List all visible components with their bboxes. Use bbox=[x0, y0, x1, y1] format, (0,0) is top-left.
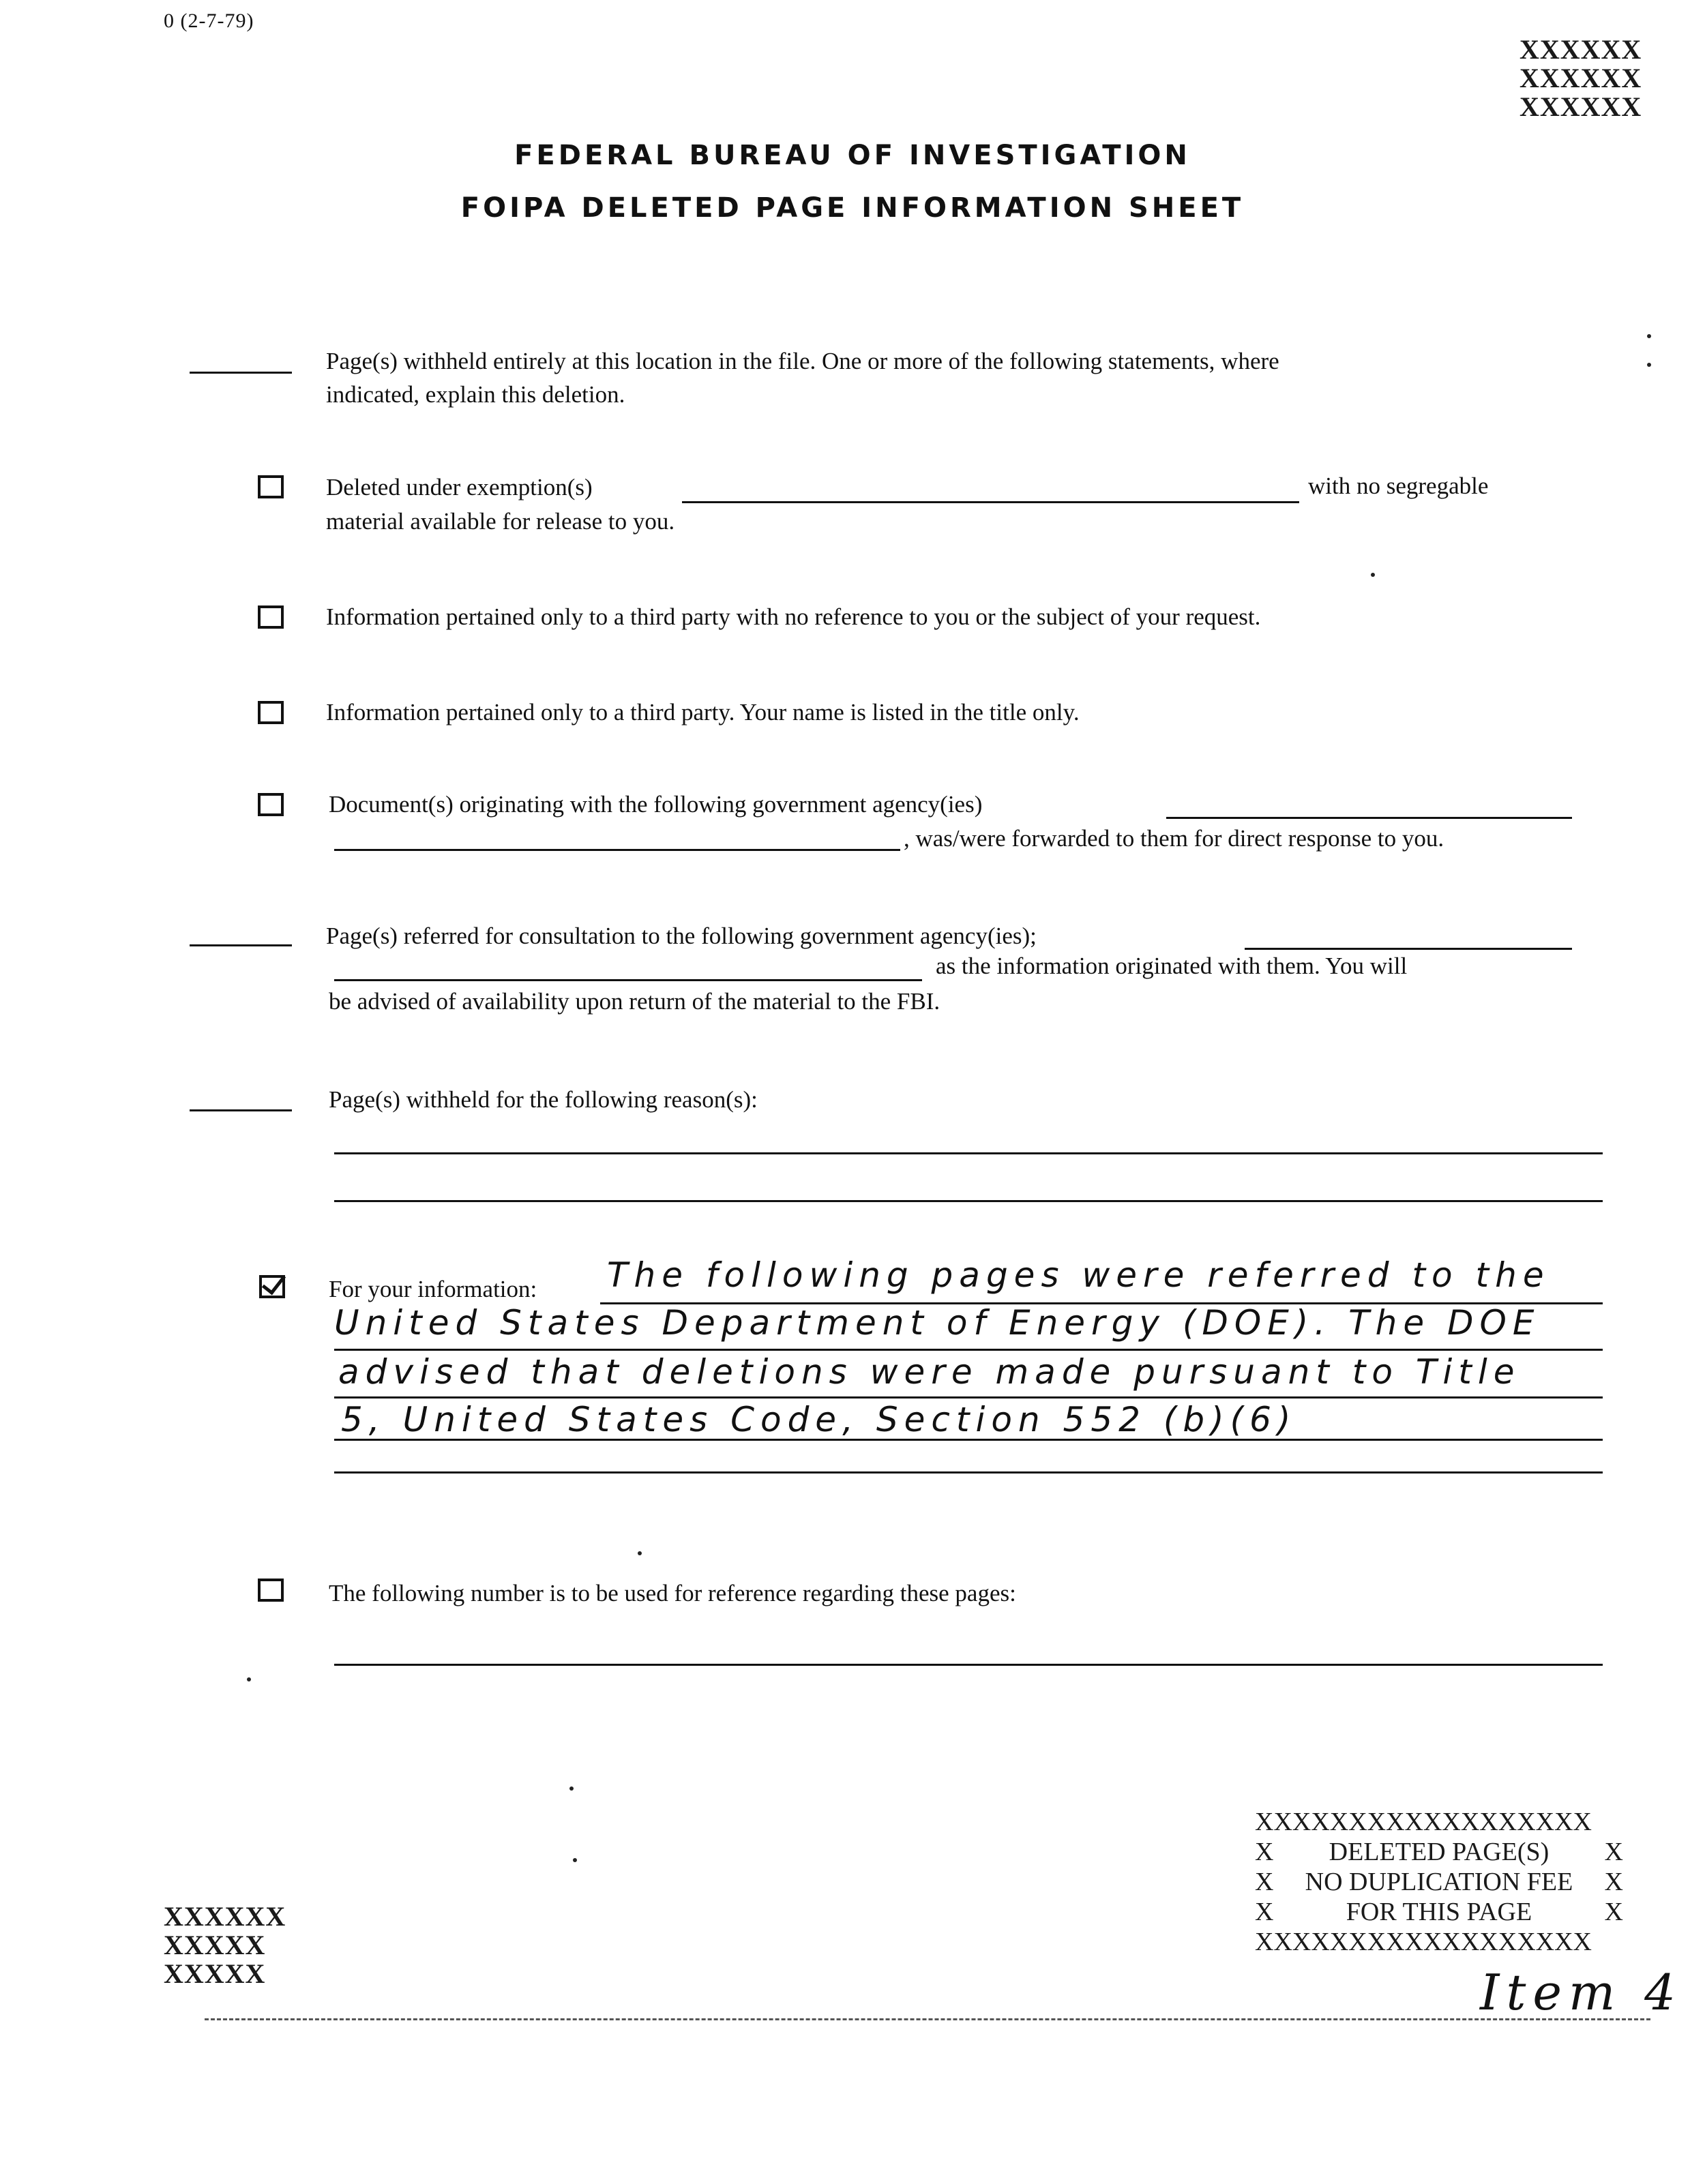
page-title: FEDERAL BUREAU OF INVESTIGATION bbox=[514, 140, 1191, 171]
for-your-information-blank[interactable] bbox=[334, 1471, 1603, 1474]
exemptions-line2: material available for release to you. bbox=[326, 508, 675, 535]
stamp-side-mark: X bbox=[1604, 1868, 1623, 1896]
withheld-entirely-line2: indicated, explain this deletion. bbox=[326, 381, 625, 408]
for-your-information-label: For your information: bbox=[329, 1276, 537, 1302]
referred-line3: be advised of availability upon return of the material to the FBI. bbox=[329, 988, 940, 1015]
item-tag: Item 4 bbox=[1480, 1964, 1682, 2021]
stamp-side-mark: X bbox=[1255, 1868, 1274, 1896]
handwritten-note-line3: advised that deletions were made pursuant to Title bbox=[338, 1352, 1521, 1392]
page-bottom-rule bbox=[205, 2018, 1650, 2020]
scan-speck bbox=[247, 1677, 251, 1681]
withheld-entirely-line1: Page(s) withheld entirely at this location in the file. One or more of the following statements, where bbox=[326, 348, 1279, 374]
scan-speck bbox=[1647, 334, 1651, 338]
withheld-reasons-blank-2[interactable] bbox=[334, 1200, 1603, 1202]
exemptions-label: Deleted under exemption(s) bbox=[326, 474, 593, 500]
form-number: 0 (2-7-79) bbox=[164, 10, 254, 32]
third-party-title-label: Information pertained only to a third party. Your name is listed in the title only. bbox=[326, 699, 1080, 725]
redaction-mark-line: XXXXXX bbox=[1519, 34, 1642, 65]
handwritten-note-line1: The following pages were referred to the bbox=[607, 1255, 1550, 1295]
referred-label: Page(s) referred for consultation to the following government agency(ies); bbox=[326, 923, 1037, 949]
redaction-mark-line: XXXXX bbox=[164, 1958, 266, 1989]
redaction-marks-top-right bbox=[1519, 35, 1642, 121]
stamp-border-top: XXXXXXXXXXXXXXXXXX bbox=[1255, 1808, 1592, 1836]
for-your-information-checkbox[interactable] bbox=[259, 1275, 285, 1298]
reference-number-label: The following number is to be used for reference regarding these pages: bbox=[329, 1580, 1016, 1606]
redaction-mark-line: XXXXX bbox=[164, 1930, 266, 1960]
referred-line2-suffix: as the information originated with them. You will bbox=[936, 953, 1408, 979]
handwritten-note-underline bbox=[334, 1439, 1603, 1441]
exemptions-suffix: with no segregable bbox=[1308, 473, 1489, 499]
stamp-side-mark: X bbox=[1604, 1898, 1623, 1926]
other-agency-blank-1[interactable] bbox=[1166, 817, 1572, 819]
referred-blank-2[interactable] bbox=[334, 979, 922, 981]
scan-speck bbox=[1647, 363, 1651, 367]
redaction-mark-line: XXXXXX bbox=[164, 1901, 286, 1932]
deleted-page-stamp bbox=[1255, 1807, 1623, 1957]
third-party-no-reference-label: Information pertained only to a third party with no reference to you or the subject of your request. bbox=[326, 603, 1261, 630]
pages-withheld-count-blank[interactable] bbox=[190, 372, 292, 374]
handwritten-note-line2: United States Department of Energy (DOE). The DOE bbox=[334, 1303, 1541, 1343]
withheld-reasons-label: Page(s) withheld for the following reason(s): bbox=[329, 1086, 758, 1113]
stamp-line3: FOR THIS PAGE bbox=[1346, 1898, 1532, 1926]
stamp-side-mark: X bbox=[1604, 1838, 1623, 1866]
pages-withheld-reasons-count-blank[interactable] bbox=[190, 1109, 292, 1111]
third-party-title-checkbox[interactable] bbox=[258, 701, 284, 724]
pages-referred-count-blank[interactable] bbox=[190, 944, 292, 946]
stamp-side-mark: X bbox=[1255, 1898, 1274, 1926]
stamp-line1: DELETED PAGE(S) bbox=[1329, 1838, 1550, 1866]
reference-number-blank[interactable] bbox=[334, 1664, 1603, 1666]
exemptions-checkbox[interactable] bbox=[258, 475, 284, 498]
redaction-marks-bottom-left bbox=[164, 1902, 286, 1988]
scan-speck bbox=[573, 1858, 577, 1862]
stamp-side-mark: X bbox=[1255, 1838, 1274, 1866]
scan-speck bbox=[638, 1551, 642, 1555]
stamp-line2: NO DUPLICATION FEE bbox=[1305, 1868, 1573, 1896]
exemptions-blank[interactable] bbox=[682, 501, 1299, 503]
other-agency-line2-suffix: , was/were forwarded to them for direct response to you. bbox=[904, 825, 1444, 852]
page-subtitle: FOIPA DELETED PAGE INFORMATION SHEET bbox=[460, 192, 1245, 224]
handwritten-note-line4: 5, United States Code, Section 552 (b)(6) bbox=[341, 1400, 1297, 1439]
stamp-border-bottom: XXXXXXXXXXXXXXXXXX bbox=[1255, 1928, 1592, 1956]
redaction-mark-line: XXXXXX bbox=[1519, 63, 1642, 93]
third-party-no-reference-checkbox[interactable] bbox=[258, 605, 284, 629]
withheld-reasons-blank-1[interactable] bbox=[334, 1152, 1603, 1154]
other-agency-blank-2[interactable] bbox=[334, 849, 900, 851]
reference-number-checkbox[interactable] bbox=[258, 1579, 284, 1602]
scan-speck bbox=[569, 1786, 574, 1791]
redaction-mark-line: XXXXXX bbox=[1519, 91, 1642, 122]
scan-speck bbox=[1371, 573, 1375, 577]
other-agency-checkbox[interactable] bbox=[258, 793, 284, 816]
other-agency-label: Document(s) originating with the following government agency(ies) bbox=[329, 791, 983, 818]
